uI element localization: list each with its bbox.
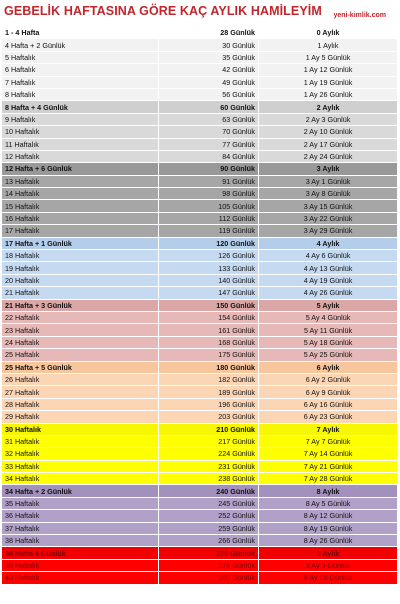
week-cell: 32 Haftalık xyxy=(2,448,159,460)
days-cell: 60 Günlük xyxy=(159,101,259,113)
week-cell: 23 Haftalık xyxy=(2,324,159,336)
table-row xyxy=(2,88,398,100)
months-cell: 9 Ay 10 Günlük xyxy=(259,572,398,584)
table-row xyxy=(2,572,398,584)
table-row xyxy=(2,126,398,138)
table-row xyxy=(2,349,398,361)
table-row xyxy=(2,324,398,336)
months-cell: 9 Aylık xyxy=(259,547,398,559)
months-cell: 4 Ay 19 Günlük xyxy=(259,274,398,286)
days-cell: 161 Günlük xyxy=(159,324,259,336)
months-cell: 1 Aylık xyxy=(259,39,398,51)
months-cell: 4 Aylık xyxy=(259,237,398,249)
table-row xyxy=(2,386,398,398)
table-row xyxy=(2,460,398,472)
week-cell: 17 Haftalık xyxy=(2,225,159,237)
months-cell: 2 Aylık xyxy=(259,101,398,113)
days-cell: 196 Günlük xyxy=(159,398,259,410)
table-row xyxy=(2,163,398,175)
months-cell: 3 Ay 8 Günlük xyxy=(259,188,398,200)
table-row xyxy=(2,559,398,571)
week-cell: 8 Haftalık xyxy=(2,88,159,100)
week-cell: 20 Haftalık xyxy=(2,274,159,286)
week-cell: 40 Haftalık xyxy=(2,572,159,584)
months-cell: 3 Aylık xyxy=(259,163,398,175)
table-row xyxy=(2,76,398,88)
week-cell: 29 Haftalık xyxy=(2,411,159,423)
table-row xyxy=(2,188,398,200)
table-row xyxy=(2,274,398,286)
week-cell: 4 Hafta + 2 Günlük xyxy=(2,39,159,51)
months-cell: 2 Ay 24 Günlük xyxy=(259,150,398,162)
week-cell: 34 Haftalık xyxy=(2,473,159,485)
days-cell: 56 Günlük xyxy=(159,88,259,100)
table-row xyxy=(2,435,398,447)
days-cell: 175 Günlük xyxy=(159,349,259,361)
days-cell: 231 Günlük xyxy=(159,460,259,472)
days-cell: 273 Günlük xyxy=(159,559,259,571)
days-cell: 63 Günlük xyxy=(159,113,259,125)
days-cell: 112 Günlük xyxy=(159,212,259,224)
table-row xyxy=(2,522,398,534)
table-row xyxy=(2,51,398,63)
days-cell: 91 Günlük xyxy=(159,175,259,187)
months-cell: 6 Ay 2 Günlük xyxy=(259,373,398,385)
week-cell: 1 - 4 Hafta xyxy=(2,27,159,39)
week-cell: 35 Haftalık xyxy=(2,497,159,509)
months-cell: 6 Ay 16 Günlük xyxy=(259,398,398,410)
table-row xyxy=(2,535,398,547)
week-cell: 14 Haftalık xyxy=(2,188,159,200)
months-cell: 4 Ay 26 Günlük xyxy=(259,287,398,299)
week-cell: 12 Hafta + 6 Günlük xyxy=(2,163,159,175)
days-cell: 240 Günlük xyxy=(159,485,259,497)
week-cell: 27 Haftalık xyxy=(2,386,159,398)
week-cell: 37 Haftalık xyxy=(2,522,159,534)
days-cell: 77 Günlük xyxy=(159,138,259,150)
months-cell: 9 Ay 3 Günlük xyxy=(259,559,398,571)
table-row xyxy=(2,311,398,323)
table-row xyxy=(2,150,398,162)
days-cell: 189 Günlük xyxy=(159,386,259,398)
months-cell: 7 Aylık xyxy=(259,423,398,435)
week-cell: 39 Haftalık xyxy=(2,559,159,571)
week-cell: 26 Haftalık xyxy=(2,373,159,385)
months-cell: 8 Ay 12 Günlük xyxy=(259,510,398,522)
week-cell: 12 Haftalık xyxy=(2,150,159,162)
months-cell: 5 Ay 25 Günlük xyxy=(259,349,398,361)
days-cell: 210 Günlük xyxy=(159,423,259,435)
table-row xyxy=(2,287,398,299)
week-cell: 25 Hafta + 5 Günlük xyxy=(2,361,159,373)
week-cell: 16 Haftalık xyxy=(2,212,159,224)
table-row xyxy=(2,250,398,262)
week-cell: 15 Haftalık xyxy=(2,200,159,212)
days-cell: 224 Günlük xyxy=(159,448,259,460)
week-cell: 17 Hafta + 1 Günlük xyxy=(2,237,159,249)
months-cell: 7 Ay 21 Günlük xyxy=(259,460,398,472)
week-cell: 6 Haftalık xyxy=(2,64,159,76)
week-cell: 8 Hafta + 4 Günlük xyxy=(2,101,159,113)
table-row xyxy=(2,225,398,237)
months-cell: 7 Ay 14 Günlük xyxy=(259,448,398,460)
months-cell: 5 Aylık xyxy=(259,299,398,311)
months-cell: 6 Aylık xyxy=(259,361,398,373)
days-cell: 84 Günlük xyxy=(159,150,259,162)
week-cell: 21 Hafta + 3 Günlük xyxy=(2,299,159,311)
table-row xyxy=(2,39,398,51)
months-cell: 5 Ay 11 Günlük xyxy=(259,324,398,336)
days-cell: 150 Günlük xyxy=(159,299,259,311)
months-cell: 6 Ay 9 Günlük xyxy=(259,386,398,398)
table-body xyxy=(2,27,398,585)
week-cell: 13 Haftalık xyxy=(2,175,159,187)
months-cell: 1 Ay 19 Günlük xyxy=(259,76,398,88)
table-row xyxy=(2,175,398,187)
days-cell: 217 Günlük xyxy=(159,435,259,447)
site-watermark: yeni-kimlik.com xyxy=(333,12,386,19)
months-cell: 3 Ay 1 Günlük xyxy=(259,175,398,187)
week-cell: 34 Hafta + 2 Günlük xyxy=(2,485,159,497)
months-cell: 8 Ay 5 Günlük xyxy=(259,497,398,509)
week-cell: 18 Haftalık xyxy=(2,250,159,262)
table-row xyxy=(2,411,398,423)
months-cell: 5 Ay 4 Günlük xyxy=(259,311,398,323)
week-cell: 24 Haftalık xyxy=(2,336,159,348)
days-cell: 49 Günlük xyxy=(159,76,259,88)
table-row xyxy=(2,237,398,249)
week-cell: 22 Haftalık xyxy=(2,311,159,323)
months-cell: 4 Ay 13 Günlük xyxy=(259,262,398,274)
week-cell: 28 Haftalık xyxy=(2,398,159,410)
months-cell: 1 Ay 12 Günlük xyxy=(259,64,398,76)
months-cell: 8 Ay 26 Günlük xyxy=(259,535,398,547)
days-cell: 266 Günlük xyxy=(159,535,259,547)
table-row xyxy=(2,485,398,497)
week-cell: 25 Haftalık xyxy=(2,349,159,361)
days-cell: 98 Günlük xyxy=(159,188,259,200)
table-row xyxy=(2,547,398,559)
months-cell: 2 Ay 3 Günlük xyxy=(259,113,398,125)
months-cell: 8 Ay 19 Günlük xyxy=(259,522,398,534)
days-cell: 270 Günlük xyxy=(159,547,259,559)
months-cell: 7 Ay 28 Günlük xyxy=(259,473,398,485)
months-cell: 4 Ay 6 Günlük xyxy=(259,250,398,262)
months-cell: 0 Aylık xyxy=(259,27,398,39)
days-cell: 252 Günlük xyxy=(159,510,259,522)
days-cell: 259 Günlük xyxy=(159,522,259,534)
days-cell: 182 Günlük xyxy=(159,373,259,385)
months-cell: 8 Aylık xyxy=(259,485,398,497)
table-row xyxy=(2,473,398,485)
days-cell: 238 Günlük xyxy=(159,473,259,485)
table-row xyxy=(2,373,398,385)
table-row xyxy=(2,101,398,113)
week-cell: 5 Haftalık xyxy=(2,51,159,63)
days-cell: 154 Günlük xyxy=(159,311,259,323)
days-cell: 140 Günlük xyxy=(159,274,259,286)
months-cell: 2 Ay 10 Günlük xyxy=(259,126,398,138)
week-cell: 7 Haftalık xyxy=(2,76,159,88)
months-cell: 7 Ay 7 Günlük xyxy=(259,435,398,447)
days-cell: 280 Günlük xyxy=(159,572,259,584)
week-cell: 10 Haftalık xyxy=(2,126,159,138)
days-cell: 105 Günlük xyxy=(159,200,259,212)
days-cell: 180 Günlük xyxy=(159,361,259,373)
months-cell: 3 Ay 15 Günlük xyxy=(259,200,398,212)
week-cell: 33 Haftalık xyxy=(2,460,159,472)
months-cell: 2 Ay 17 Günlük xyxy=(259,138,398,150)
table-row xyxy=(2,27,398,39)
header xyxy=(0,0,400,26)
week-cell: 19 Haftalık xyxy=(2,262,159,274)
months-cell: 3 Ay 22 Günlük xyxy=(259,212,398,224)
week-cell: 11 Haftalık xyxy=(2,138,159,150)
table-row xyxy=(2,497,398,509)
days-cell: 120 Günlük xyxy=(159,237,259,249)
months-cell: 1 Ay 26 Günlük xyxy=(259,88,398,100)
days-cell: 28 Günlük xyxy=(159,27,259,39)
table-row xyxy=(2,113,398,125)
months-cell: 6 Ay 23 Günlük xyxy=(259,411,398,423)
months-cell: 5 Ay 18 Günlük xyxy=(259,336,398,348)
months-cell: 1 Ay 5 Günlük xyxy=(259,51,398,63)
days-cell: 119 Günlük xyxy=(159,225,259,237)
days-cell: 203 Günlük xyxy=(159,411,259,423)
table-row xyxy=(2,510,398,522)
days-cell: 147 Günlük xyxy=(159,287,259,299)
week-cell: 38 Hafta 4 Günlük xyxy=(2,547,159,559)
days-cell: 30 Günlük xyxy=(159,39,259,51)
table-row xyxy=(2,138,398,150)
days-cell: 42 Günlük xyxy=(159,64,259,76)
days-cell: 168 Günlük xyxy=(159,336,259,348)
table-row xyxy=(2,398,398,410)
days-cell: 133 Günlük xyxy=(159,262,259,274)
week-cell: 9 Haftalık xyxy=(2,113,159,125)
table-row xyxy=(2,423,398,435)
table-row xyxy=(2,361,398,373)
table-row xyxy=(2,262,398,274)
days-cell: 70 Günlük xyxy=(159,126,259,138)
table-row xyxy=(2,200,398,212)
table-row xyxy=(2,299,398,311)
pregnancy-week-table xyxy=(1,26,398,585)
days-cell: 35 Günlük xyxy=(159,51,259,63)
table-row xyxy=(2,336,398,348)
months-cell: 3 Ay 29 Günlük xyxy=(259,225,398,237)
days-cell: 126 Günlük xyxy=(159,250,259,262)
page-title: GEBELİK HAFTASINA GÖRE KAÇ AYLIK HAMİLEYİM xyxy=(4,4,322,18)
week-cell: 31 Haftalık xyxy=(2,435,159,447)
week-cell: 30 Haftalık xyxy=(2,423,159,435)
table-row xyxy=(2,448,398,460)
table-row xyxy=(2,64,398,76)
table-row xyxy=(2,212,398,224)
days-cell: 245 Günlük xyxy=(159,497,259,509)
days-cell: 90 Günlük xyxy=(159,163,259,175)
week-cell: 21 Haftalık xyxy=(2,287,159,299)
week-cell: 38 Haftalık xyxy=(2,535,159,547)
week-cell: 36 Haftalık xyxy=(2,510,159,522)
